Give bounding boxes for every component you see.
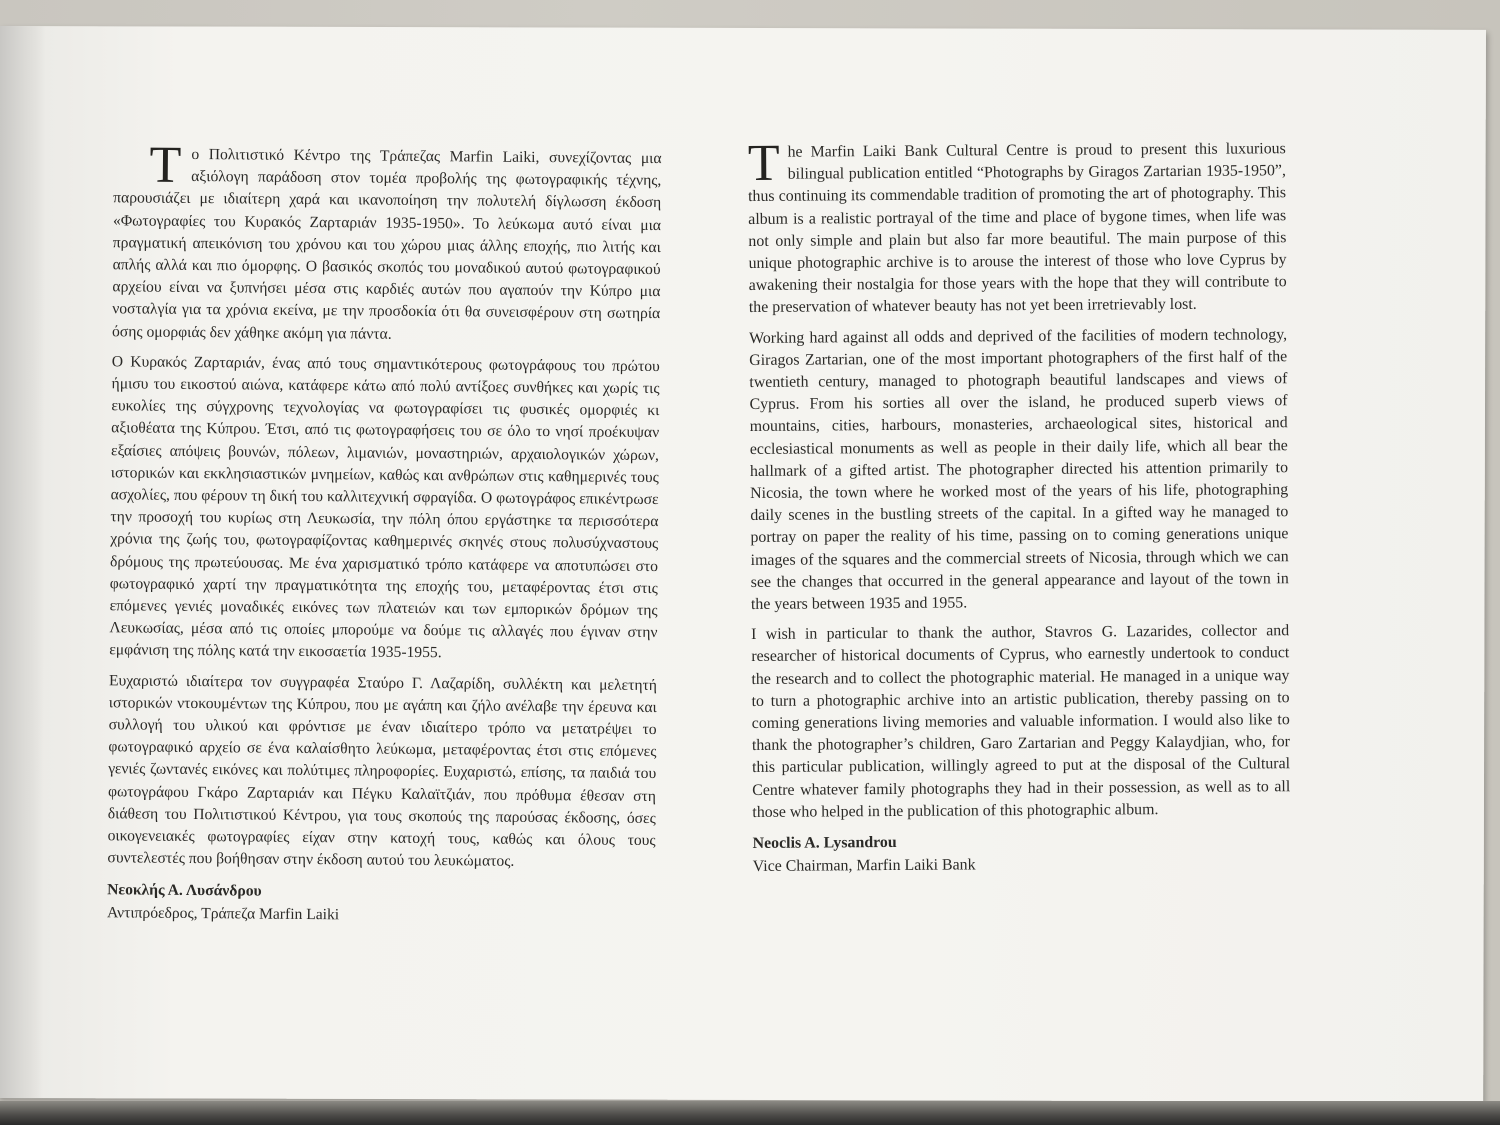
english-paragraph-3: I wish in particular to thank the author, Stavros G. Lazarides, collector and researcher of historical documents of Cyprus, who earnestly undertook to conduct the research and to collect the photographic material. He managed in a unique way to turn a photographic archive into an artistic publication, thereby passing on to coming generations living memories and valuable information. I would also like to thank the photographer’s children, Garo Zartarian and Peggy Kalaydjian, who, for this particular publication, willingly agreed to put at the disposal of the Cultural Centre whatever family photographs they had in their possession, as well as to all those who helped in the publication of this photographic album. bbox=[751, 622, 1291, 821]
english-dropcap: T bbox=[747, 134, 780, 192]
greek-signature bbox=[107, 878, 655, 929]
english-signature-title: Vice Chairman, Marfin Laiki Bank bbox=[752, 856, 976, 876]
greek-paragraph-2: Ο Κυρακός Ζαρταριάν, ένας από τους σημαντικότερους φωτογράφους του πρώτου ήμισυ του εικοστού αιώνα, κατάφερε κάτω από πολύ αντίξοες συνθήκες και χωρίς τις ευκολίες της σύγχρονης τεχνολογίας να φωτογραφίσει τις φυσικές ομορφιές κι αξιοθέατα της Κύπρου. Έτσι, από τις φωτογραφήσεις του σε όλο το νησί προέκυψαν εξαίσιες απόψεις βουνών, πόλεων, λιμανιών, μοναστηριών, αρχαιολογικών χώρων, ιστορικών και εκκλησιαστικών μνημείων, καθώς και ανθρώπων στις καθημερινές τους ασχολίες, που φέρουν τη δική του καλλιτεχνική σφραγίδα. Ο φωτογράφος επικέντρωσε την προσοχή του κυρίως στη Λευκωσία, την πόλη όπου εργάστηκε τα περισσότερα χρόνια της ζωής του, φωτογραφίζοντας καθημερινές σκηνές στους πολυσύχναστους δρόμους της πρωτεύουσας. Με ένα χαρισματικό τρόπο κατάφερε να αποτυπώσει στο φωτογραφικό χαρτί την πραγματικότητα της εποχής του, μεταφέροντας έτσι στις επόμενες γενιές μοναδικές εικόνες των πλατειών και των εμπορικών δρόμων της Λευκωσίας, μέσα από τις οποίες μπορούμε να δούμε τις αλλαγές που έγιναν στην εμφάνιση της πόλης κατά την εικοσαετία 1935-1955. bbox=[109, 353, 660, 662]
english-paragraph-1-text: he Marfin Laiki Bank Cultural Centre is proud to present this luxurious bilingual publication entitled “Photographs by Giragos Zartarian 1935-1950”, thus continuing its commendable tradition of promoting the art of photography. This album is a realistic portrayal of the time and place of bygone times, when life was not only simple and plain but also far more beautiful. The main purpose of this unique photographic archive is to arouse the interest of those who love Cyprus by awakening their nostalgia for those years with the hope that they will contribute to the preservation of whatever beauty has not yet been irretrievably lost. bbox=[748, 140, 1287, 317]
greek-dropcap: Τ bbox=[149, 136, 182, 194]
greek-text-column bbox=[106, 136, 662, 928]
greek-paragraph-1-text: ο Πολιτιστικό Κέντρο της Τράπεζας Marfin Laiki, συνεχίζοντας μια αξιόλογη παράδοση στον τομέα προβολής της φωτογραφικής τέχνης, παρουσιάζει με ιδιαίτερη χαρά και ικανοποίηση την πολυτελή δίγλωσση έκδοση «Φωτογραφίες του Κυρακός Ζαρταριάν 1935-1950». Το λεύκωμα αυτό είναι μια πραγματική απεικόνιση του χρόνου και του χώρου μιας άλλης εποχής, πιο λιτής και απλής αλλά και πιο όμορφης. Ο βασικός σκοπός του μοναδικού αυτού φωτογραφικού αρχείου είναι να ξυπνήσει μέσα στις καρδιές αυτών που αγαπούν την Κύπρο μια νοσταλγία για τα χρόνια εκείνα, με την προσδοκία ότι θα συνεισφέρουν στη σωτηρία όσης ομορφιάς δεν χάθηκε ακόμη για πάντα. bbox=[111, 145, 662, 343]
greek-signature-name: Νεοκλής Α. Λυσάνδρου bbox=[107, 880, 262, 900]
english-signature bbox=[753, 828, 1291, 878]
greek-paragraph-1 bbox=[111, 136, 662, 348]
english-text-column bbox=[747, 134, 1291, 878]
greek-signature-title: Αντιπρόεδρος, Τράπεζα Marfin Laiki bbox=[106, 903, 340, 923]
book-page bbox=[0, 26, 1486, 1102]
english-paragraph-2: Working hard against all odds and deprived of the facilities of modern technology, Giragos Zartarian, one of the most important photographers of the first half of the twentieth century, managed to photograph beautiful landscapes and views of Cyprus. From his sorties all over the island, he produced superb views of mountains, cities, harbours, monasteries, archaeological sites, historical and ecclesiastical monuments as well as people in their daily life, which all bear the hallmark of a gifted artist. The photographer directed his attention primarily to Nicosia, the town where he worked most of the years of his life, photographing daily scenes in the bustling streets of the capital. In a gifted way he managed to portray on paper the reality of his time, passing on to coming generations unique images of the squares and the commercial streets of Nicosia, through which we can see the changes that occurred in the general appearance and layout of the town in the years between 1935 and 1955. bbox=[749, 325, 1289, 614]
book-cover-edge bbox=[0, 1101, 1500, 1125]
english-paragraph-1 bbox=[747, 134, 1287, 319]
greek-paragraph-3: Ευχαριστώ ιδιαίτερα τον συγγραφέα Σταύρο Γ. Λαζαρίδη, συλλέκτη και μελετητή ιστορικών ντοκουμέντων της Κύπρου, που με αγάπη και ζήλο ανέλαβε την έρευνα και συλλογή του υλικού και φρόντισε με έναν ιδιαίτερο τρόπο να μετατρέψει το φωτογραφικό αρχείο σε ένα καλαίσθητο λεύκωμα, μεταφέροντας έτσι στις επόμενες γενιές ζωντανές εικόνες και πολύτιμες πληροφορίες. Ευχαριστώ, επίσης, τα παιδιά του φωτογράφου Γκάρο Ζαρταριάν και Πέγκυ Καλαϊτζιάν, που πρόθυμα έθεσαν στη διάθεση του Πολιτιστικού Κέντρου, για τους σκοπούς της παρούσας έκδοσης, όσες οικογενειακές φωτογραφίες είχαν στην κατοχή τους, καθώς και όλους τους συντελεστές που βοήθησαν στην έκδοση αυτού του λευκώματος. bbox=[107, 671, 658, 871]
english-signature-name: Neoclis A. Lysandrou bbox=[752, 834, 897, 853]
page-gutter-shadow bbox=[0, 26, 46, 1098]
